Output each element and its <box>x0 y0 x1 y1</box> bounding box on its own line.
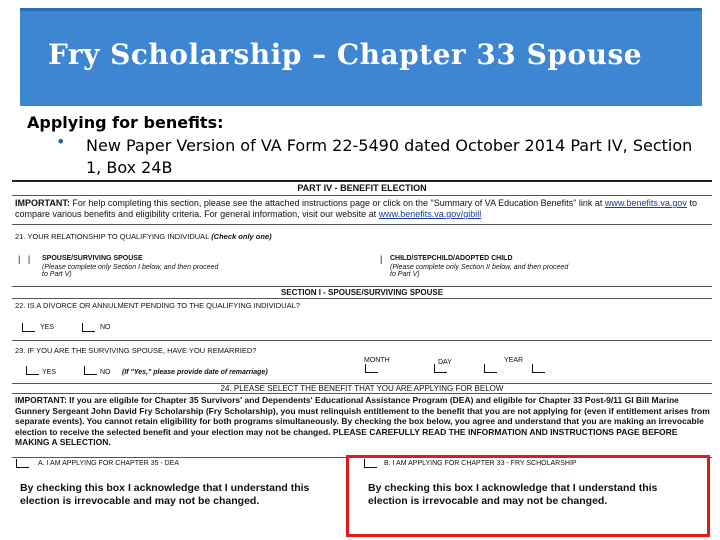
year-field-1[interactable] <box>484 364 497 373</box>
bullet-dot-icon: • <box>56 132 66 151</box>
section-1-title: SECTION I - SPOUSE/SURVIVING SPOUSE <box>280 288 444 297</box>
gibill-link[interactable]: www.benefits.va.gov/gibill <box>378 209 482 219</box>
q23-no-checkbox[interactable] <box>84 366 97 375</box>
q22-no-label: NO <box>100 324 111 331</box>
highlight-box <box>346 455 710 537</box>
q21-text: 21. YOUR RELATIONSHIP TO QUALIFYING INDIVIDUAL <box>15 232 210 241</box>
important-note-2 <box>15 395 710 448</box>
q22-label: 22. IS A DIVORCE OR ANNULMENT PENDING TO THE QUALIFYING INDIVIDUAL? <box>15 301 300 310</box>
form-top-rule <box>12 180 712 182</box>
q22-yes-checkbox[interactable] <box>22 323 35 332</box>
divider <box>12 340 712 341</box>
q21-label <box>15 232 272 241</box>
divider <box>12 286 712 287</box>
q23-label: 23. IF YOU ARE THE SURVIVING SPOUSE, HAVE YOU REMARRIED? <box>15 346 257 355</box>
title-banner <box>20 8 702 106</box>
day-label: DAY <box>438 359 452 366</box>
important-text-3: If you are eligible for Chapter 35 Survivors' and Dependents' Educational Assistance Program (DEA) and eligible for Chapter 33 Post-9/11 GI Bill Marine Gunnery Sergeant John David Fry Scholarship (Fry Scholarship), you must relinquish entitlement to the benefit that you are not applying for (even if entitlement arises from separate events). You cannot retain eligibility for both programs simultaneously. By checking the box below, you agree and understand that you are making an irrevocable election to receive the selected benefit and your election may not be changed. PLEASE CAREFULLY READ THE INFORMATION AND INSTRUCTIONS PAGE BEFORE MAKING A SELECTION. <box>15 395 710 447</box>
part-title: PART IV - BENEFIT ELECTION <box>297 183 427 193</box>
applying-heading: Applying for benefits: <box>27 113 224 132</box>
child-checkbox[interactable]: | <box>380 254 383 264</box>
divider <box>12 298 712 299</box>
benefits-link[interactable]: www.benefits.va.gov <box>604 198 687 208</box>
q22-yes-label: YES <box>40 324 55 331</box>
important-note-1 <box>15 198 710 220</box>
month-label: MONTH <box>364 357 390 364</box>
q21-note: (Check only one) <box>211 232 272 241</box>
divider <box>12 224 712 225</box>
child-option-label: CHILD/STEPCHILD/ADOPTED CHILD <box>390 255 513 262</box>
child-option-note: (Please complete only Section II below, and then proceed to Part V) <box>390 264 569 278</box>
year-field-2[interactable] <box>532 364 545 373</box>
month-field[interactable] <box>365 364 378 373</box>
option-a-label: A. I AM APPLYING FOR CHAPTER 35 - DEA <box>38 460 180 467</box>
divider <box>12 393 712 394</box>
option-a-acknowledgement: By checking this box I acknowledge that I understand this election is irrevocable and may not be changed. <box>20 482 310 507</box>
slide-title: Fry Scholarship – Chapter 33 Spouse <box>48 38 643 71</box>
day-field[interactable] <box>434 364 447 373</box>
remarriage-note: (If "Yes," please provide date of remarriage) <box>122 369 268 376</box>
important-label-1: IMPORTANT: <box>15 198 70 208</box>
q23-yes-checkbox[interactable] <box>26 366 39 375</box>
spouse-checkbox[interactable]: | | <box>18 254 31 264</box>
q22-no-checkbox[interactable] <box>82 323 95 332</box>
important-text-2: to compare various benefits and eligibility criteria. For general information, visit our website at <box>15 198 697 219</box>
option-b-label: B. I AM APPLYING FOR CHAPTER 33 - FRY SCHOLARSHIP <box>384 460 577 467</box>
spouse-option-note: (Please complete only Section I below, and then proceed to Part V) <box>42 264 219 278</box>
q24-label: 24. PLEASE SELECT THE BENEFIT THAT YOU ARE APPLYING FOR BELOW <box>220 384 504 393</box>
year-label: YEAR <box>504 357 524 364</box>
important-label-2: IMPORTANT: <box>15 395 67 405</box>
spouse-option-label: SPOUSE/SURVIVING SPOUSE <box>42 255 143 262</box>
q23-no-label: NO <box>100 369 111 376</box>
divider <box>12 195 712 196</box>
q23-yes-label: YES <box>42 369 57 376</box>
option-b-acknowledgement: By checking this box I acknowledge that I understand this election is irrevocable and may not be changed. <box>368 482 658 507</box>
important-text-1: For help completing this section, please see the attached instructions page or click on the "Summary of VA Education Benefits" link at <box>72 198 603 208</box>
option-a-checkbox[interactable] <box>16 459 29 468</box>
bullet-text: New Paper Version of VA Form 22-5490 dated October 2014 Part IV, Section 1, Box 24B <box>86 136 693 177</box>
